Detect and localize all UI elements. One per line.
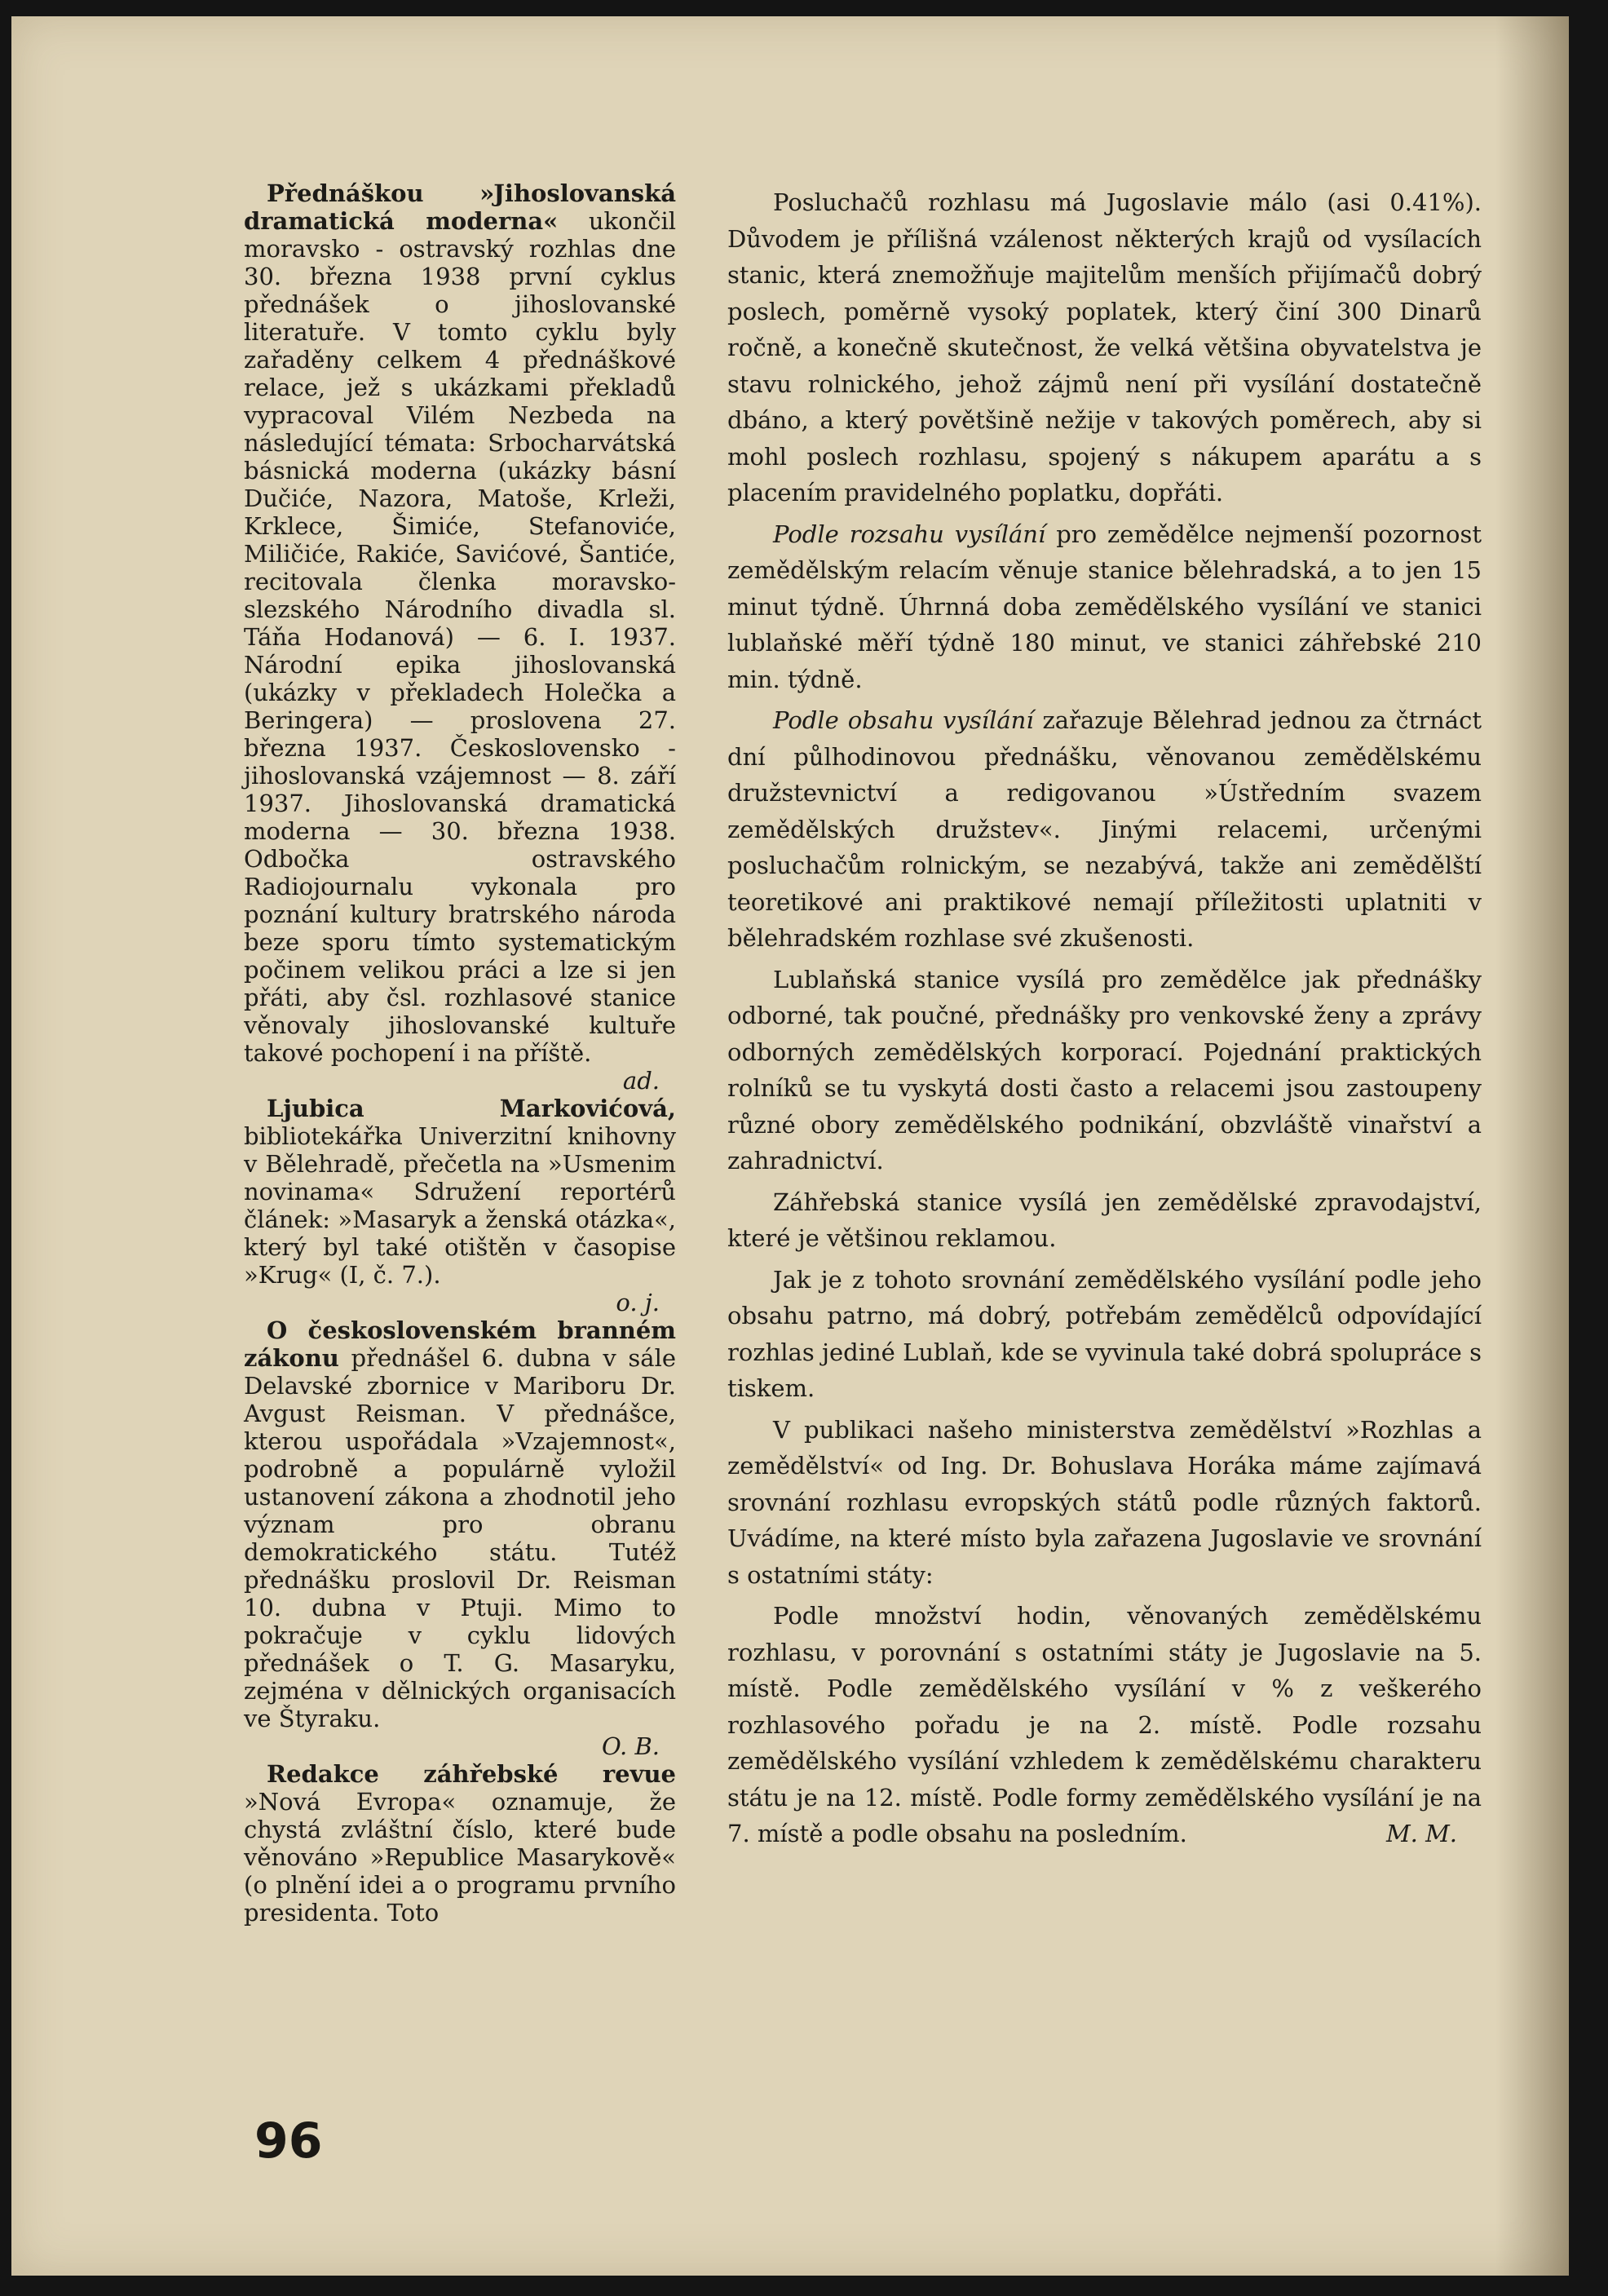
page-number: 96 [254, 2112, 323, 2170]
paragraph-lublanska-stanice: Lublaňská stanice vysílá pro zemědělce jak přednášky odborné, tak poučné, přednášky pro venkovské ženy a zprávy odborných zemědělských korporací. Pojednání praktických rolníků se tu vyskytá dosti často a relacemi jsou zastoupeny různé obory zemědělského podnikání, obzvláště vinařství a zahradnictví. [727, 965, 1482, 1175]
paragraph-body: »Nová Evropa« oznamuje, že chystá zvláštní číslo, které bude věnováno »Republice Masarykově« (o plnění idei a o programu prvního presidenta. Toto [244, 1788, 676, 1927]
paragraph-heading: Ljubica Markovićová, [267, 1095, 676, 1122]
paragraph-branny-zakon [244, 1316, 676, 1732]
book-page [11, 16, 1569, 2276]
author-signature: O. B. [601, 1732, 660, 1760]
paragraph-body: pro zemědělce nejmenší pozornost zemědělským relacím věnuje stanice bělehradská, a to jen 15 minut týdně. Úhrnná doba zemědělského vysílání ve stanici lublaňské měří týdně 180 minut, ve stanici záhřebské 210 min. týdně. [727, 520, 1482, 693]
paragraph-zahrebska-stanice: Záhřebská stanice vysílá jen zemědělské zpravodajství, které je většinou reklamou. [727, 1188, 1482, 1252]
right-column [727, 179, 1482, 1852]
paragraph-poradi [727, 1598, 1482, 1852]
emphasis-text: Podle rozsahu vysílání [773, 520, 1046, 548]
paragraph-body: Podle množství hodin, věnovaných zemědělskému rozhlasu, v porovnání s ostatními státy je Jugoslavie na 5. místě. Podle zemědělského vysílání v % z veškerého rozhlasového pořadu je na 2. místě. Podle rozsahu zemědělského vysílání vzhledem k zemědělskému charakteru státu je na 12. místě. Podle formy zemědělského vysílání je na 7. místě a podle obsahu na posledním. [727, 1602, 1482, 1847]
paragraph-jihoslovanska-moderna [244, 179, 676, 1067]
paragraph-srovnani: Jak je z tohoto srovnání zemědělského vysílání podle jeho obsahu patrno, má dobrý, potřebám zemědělců odpovídající rozhlas jediné Lublaň, kde se vyvinula také dobrá spolupráce s tiskem. [727, 1265, 1482, 1402]
paragraph-obsah-vysilani [727, 702, 1482, 957]
author-signature: ad. [622, 1067, 660, 1095]
page-edge-shadow [1495, 16, 1569, 2276]
author-signature: o. j. [616, 1289, 660, 1316]
paragraph-markovicova [244, 1095, 676, 1289]
paragraph-heading: Redakce záhřebské revue [267, 1760, 676, 1788]
emphasis-text: Podle obsahu vysílání [773, 706, 1034, 734]
paragraph-heading: Přednáškou »Jihoslovanská dramatická moderna« [244, 179, 676, 235]
paragraph-body: ukončil moravsko - ostravský rozhlas dne 30. března 1938 první cyklus přednášek o jihoslovanské literatuře. V tomto cyklu byly zařaděny celkem 4 přednáškové relace, jež s ukázkami překladů vypracoval Vilém Nezbeda na následující témata: Srbocharvátská básnická moderna (ukázky básní Dučiće, Nazora, Matoše, Krleži, Krklece, Šimiće, Stefanoviće, Miličiće, Rakiće, Savićové, Šantiće, recitovala členka moravsko-slezského Národního divadla sl. Táňa Hodanová) — 6. I. 1937. Národní epika jihoslovanská (ukázky v překladech Holečka a Beringera) — proslovena 27. března 1937. Československo - jihoslovanská vzájemnost — 8. září 1937. Jihoslovanská dramatická moderna — 30. března 1938. Odbočka ostravského Radiojournalu vykonala pro poznání kultury bratrského národa beze sporu tímto systematickým počinem velikou práci a lze si jen přáti, aby čsl. rozhlasové stanice věnovaly jihoslovanské kultuře takové pochopení i na příště. [244, 207, 676, 1067]
paragraph-nova-evropa [244, 1760, 676, 1927]
author-signature: M. M. [1385, 1820, 1457, 1847]
paragraph-body: přednášel 6. dubna v sále Delavské zbornice v Mariboru Dr. Avgust Reisman. V přednášce, kterou uspořádala »Vzajemnost«, podrobně a populárně vyložil ustanovení zákona a zhodnotil jeho význam pro obranu demokratického státu. Tutéž přednášku proslovil Dr. Reisman 10. dubna v Ptuji. Mimo to pokračuje v cyklu lidových přednášek o T. G. Masaryku, zejména v dělnických organisacích ve Štyraku. [244, 1344, 677, 1732]
paragraph-posluchaci: Posluchačů rozhlasu má Jugoslavie málo (asi 0.41%). Důvodem je přílišná vzálenost některých krajů od vysílacích stanic, která znemožňuje majitelům menších přijímačů dobrý poslech, poměrně vysoký poplatek, který činí 300 Dinarů ročně, a konečně skutečnost, že velká většina obyvatelstva je stavu rolnického, jehož zájmů není při vysílání dostatečně dbáno, a který povětšině nežije v takových poměrech, aby si mohl poslech rozhlasu, spojený s nákupem aparátu a s placením pravidelného poplatku, dopřáti. [727, 188, 1482, 507]
left-column [244, 179, 676, 1927]
paragraph-body: zařazuje Bělehrad jednou za čtrnáct dní půlhodinovou přednášku, věnovanou zemědělskému družstevnictví a redigovanou »Ústředním svazem zemědělských družstev«. Jinými relacemi, určenými posluchačům rolnickým, se nezabývá, takže ani zemědělští teoretikové ani praktikové nemají příležitosti uplatniti v bělehradském rozhlase své zkušenosti. [727, 706, 1482, 952]
paragraph-heading: O československém branném zákonu [244, 1316, 676, 1372]
paragraph-publikace: V publikaci našeho ministerstva zemědělství »Rozhlas a zemědělství« od Ing. Dr. Bohuslava Horáka máme zajímavá srovnání rozhlasu evropských států podle různých faktorů. Uvádíme, na které místo byla zařazena Jugoslavie ve srovnání s ostatními státy: [727, 1415, 1482, 1589]
paragraph-body: bibliotekářka Univerzitní knihovny v Bělehradě, přečetla na »Usmenim novinama« Sdružení reportérů článek: »Masaryk a ženská otázka«, který byl také otištěn v časopise »Krug« (I, č. 7.). [244, 1122, 676, 1289]
paragraph-rozsah-vysilani [727, 516, 1482, 698]
